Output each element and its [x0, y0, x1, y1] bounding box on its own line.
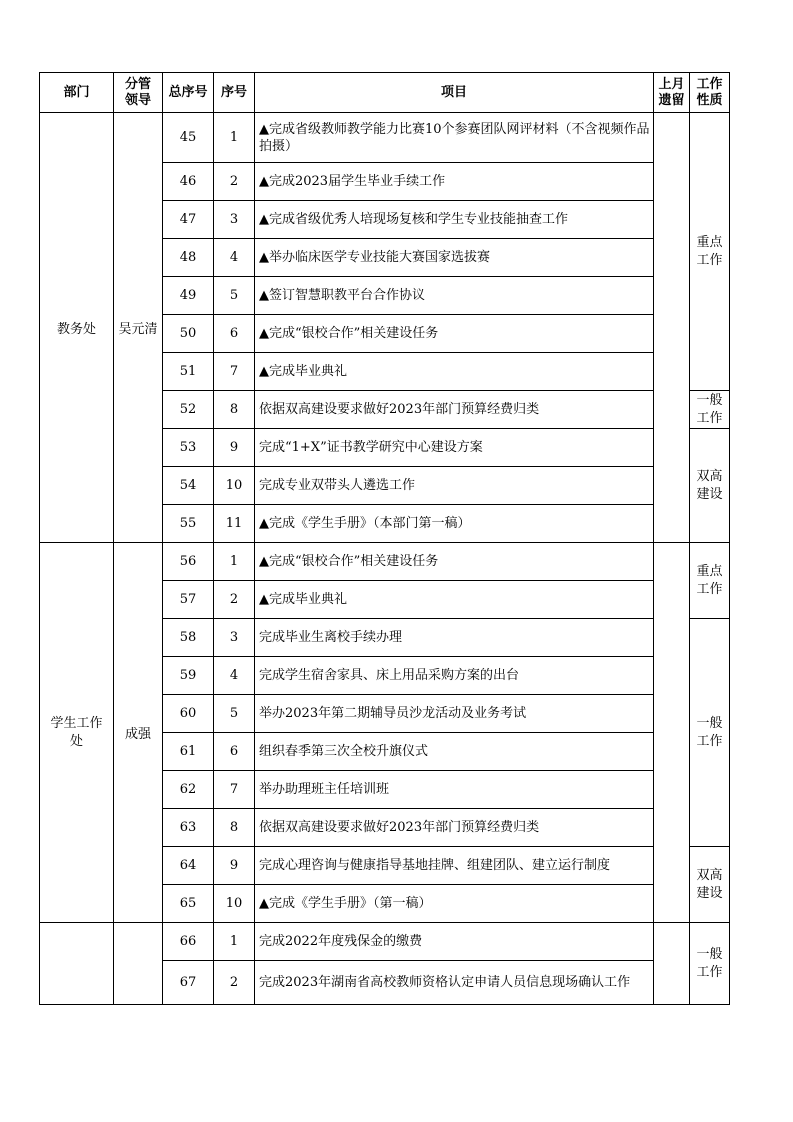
item-cell: ▲完成“银校合作”相关建设任务 — [255, 543, 654, 581]
total-no-cell: 54 — [163, 467, 214, 505]
no-cell: 6 — [214, 315, 255, 353]
last-month-cell — [654, 923, 690, 1005]
total-no-cell: 60 — [163, 695, 214, 733]
no-cell: 1 — [214, 923, 255, 961]
total-no-cell: 53 — [163, 429, 214, 467]
last-month-cell — [654, 113, 690, 543]
total-no-cell: 45 — [163, 113, 214, 163]
nature-cell: 双高 建设 — [690, 847, 730, 923]
no-cell: 1 — [214, 543, 255, 581]
total-no-cell: 67 — [163, 961, 214, 1005]
item-cell: ▲签订智慧职教平台合作协议 — [255, 277, 654, 315]
table-row — [40, 923, 730, 961]
item-cell: ▲完成《学生手册》（第一稿） — [255, 885, 654, 923]
total-no-cell: 64 — [163, 847, 214, 885]
total-no-cell: 57 — [163, 581, 214, 619]
dept-cell — [40, 923, 114, 1005]
no-cell: 3 — [214, 619, 255, 657]
total-no-cell: 66 — [163, 923, 214, 961]
item-cell: ▲完成毕业典礼 — [255, 581, 654, 619]
item-cell: ▲举办临床医学专业技能大赛国家选拔赛 — [255, 239, 654, 277]
leader-cell: 吴元清 — [114, 113, 163, 543]
header-last-month: 上月 遗留 — [654, 73, 690, 113]
item-cell: 完成毕业生离校手续办理 — [255, 619, 654, 657]
nature-cell: 双高 建设 — [690, 429, 730, 543]
header-dept: 部门 — [40, 73, 114, 113]
total-no-cell: 52 — [163, 391, 214, 429]
item-cell: 完成2023年湖南省高校教师资格认定申请人员信息现场确认工作 — [255, 961, 654, 1005]
item-cell: ▲完成省级教师教学能力比赛10个参赛团队网评材料（不含视频作品拍摄） — [255, 113, 654, 163]
item-cell: 完成2022年度残保金的缴费 — [255, 923, 654, 961]
no-cell: 9 — [214, 847, 255, 885]
no-cell: 9 — [214, 429, 255, 467]
no-cell: 11 — [214, 505, 255, 543]
header-row — [40, 73, 730, 113]
dept-cell: 教务处 — [40, 113, 114, 543]
no-cell: 2 — [214, 163, 255, 201]
total-no-cell: 63 — [163, 809, 214, 847]
no-cell: 8 — [214, 809, 255, 847]
item-cell: 完成“1+X”证书教学研究中心建设方案 — [255, 429, 654, 467]
dept-cell: 学生工作 处 — [40, 543, 114, 923]
last-month-cell — [654, 543, 690, 923]
no-cell: 10 — [214, 885, 255, 923]
no-cell: 7 — [214, 771, 255, 809]
item-cell: 完成专业双带头人遴选工作 — [255, 467, 654, 505]
header-no: 序号 — [214, 73, 255, 113]
no-cell: 2 — [214, 581, 255, 619]
header-total-no: 总序号 — [163, 73, 214, 113]
no-cell: 6 — [214, 733, 255, 771]
total-no-cell: 61 — [163, 733, 214, 771]
table-row — [40, 113, 730, 163]
table-row — [40, 543, 730, 581]
header-leader: 分管 领导 — [114, 73, 163, 113]
leader-cell: 成强 — [114, 543, 163, 923]
no-cell: 2 — [214, 961, 255, 1005]
total-no-cell: 62 — [163, 771, 214, 809]
header-item: 项目 — [255, 73, 654, 113]
nature-cell: 重点 工作 — [690, 113, 730, 391]
no-cell: 5 — [214, 695, 255, 733]
item-cell: 依据双高建设要求做好2023年部门预算经费归类 — [255, 391, 654, 429]
work-plan-table — [39, 72, 730, 1005]
total-no-cell: 55 — [163, 505, 214, 543]
item-cell: 组织春季第三次全校升旗仪式 — [255, 733, 654, 771]
item-cell: ▲完成毕业典礼 — [255, 353, 654, 391]
total-no-cell: 56 — [163, 543, 214, 581]
item-cell: ▲完成《学生手册》（本部门第一稿） — [255, 505, 654, 543]
total-no-cell: 49 — [163, 277, 214, 315]
total-no-cell: 51 — [163, 353, 214, 391]
no-cell: 4 — [214, 239, 255, 277]
no-cell: 8 — [214, 391, 255, 429]
item-cell: 依据双高建设要求做好2023年部门预算经费归类 — [255, 809, 654, 847]
no-cell: 5 — [214, 277, 255, 315]
total-no-cell: 65 — [163, 885, 214, 923]
item-cell: 完成学生宿舍家具、床上用品采购方案的出台 — [255, 657, 654, 695]
total-no-cell: 47 — [163, 201, 214, 239]
item-cell: ▲完成省级优秀人培现场复核和学生专业技能抽查工作 — [255, 201, 654, 239]
header-nature: 工作 性质 — [690, 73, 730, 113]
item-cell: 完成心理咨询与健康指导基地挂牌、组建团队、建立运行制度 — [255, 847, 654, 885]
no-cell: 3 — [214, 201, 255, 239]
nature-cell: 一般 工作 — [690, 923, 730, 1005]
no-cell: 10 — [214, 467, 255, 505]
item-cell: 举办助理班主任培训班 — [255, 771, 654, 809]
item-cell: ▲完成“银校合作”相关建设任务 — [255, 315, 654, 353]
total-no-cell: 46 — [163, 163, 214, 201]
no-cell: 7 — [214, 353, 255, 391]
nature-cell: 一般 工作 — [690, 391, 730, 429]
total-no-cell: 48 — [163, 239, 214, 277]
leader-cell — [114, 923, 163, 1005]
total-no-cell: 50 — [163, 315, 214, 353]
nature-cell: 一般 工作 — [690, 619, 730, 847]
no-cell: 4 — [214, 657, 255, 695]
nature-cell: 重点 工作 — [690, 543, 730, 619]
item-cell: 举办2023年第二期辅导员沙龙活动及业务考试 — [255, 695, 654, 733]
no-cell: 1 — [214, 113, 255, 163]
total-no-cell: 59 — [163, 657, 214, 695]
item-cell: ▲完成2023届学生毕业手续工作 — [255, 163, 654, 201]
total-no-cell: 58 — [163, 619, 214, 657]
